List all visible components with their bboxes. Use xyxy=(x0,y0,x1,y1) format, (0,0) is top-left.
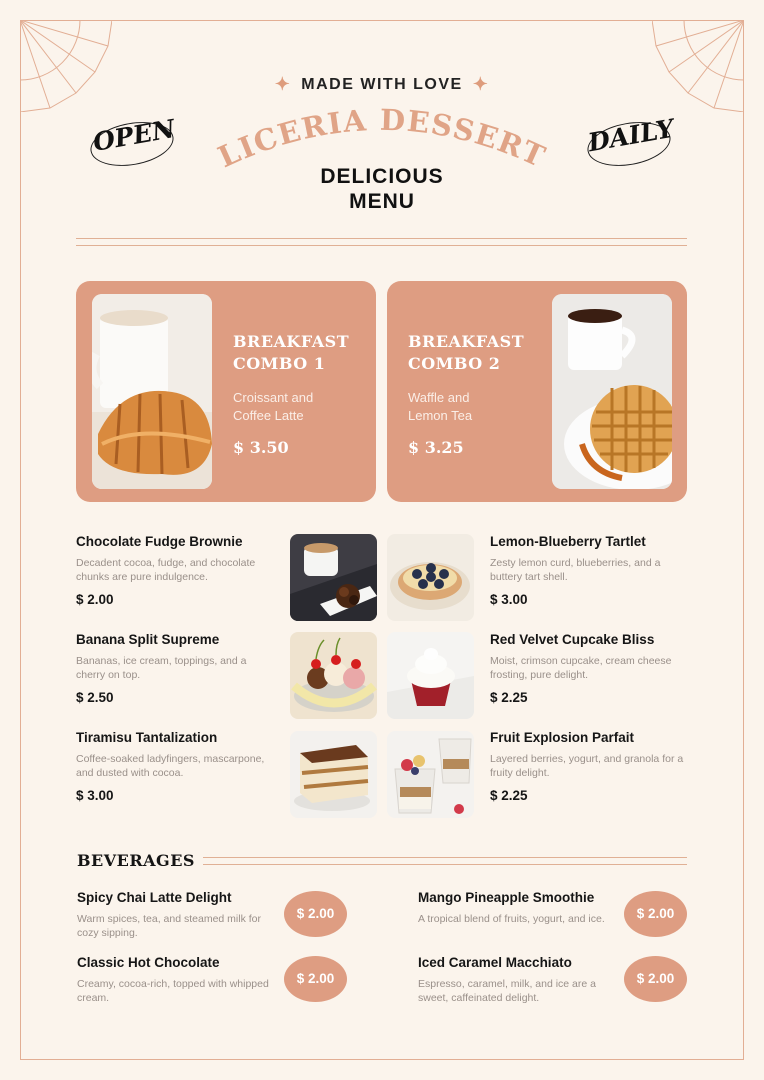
combo-title: BREAKFAST COMBO 2 xyxy=(408,332,525,373)
combo-description: Croissant and Coffee Latte xyxy=(233,390,314,423)
waffle-and-tea-photo xyxy=(552,294,672,489)
sparkle-right-icon: ✦ xyxy=(472,74,490,94)
menu-item: Chocolate Fudge Brownie Decadent cocoa, fudge, and chocolate chunks are pure indulgence. $ 2.00 xyxy=(76,534,256,607)
menu-item: Lemon-Blueberry Tartlet Zesty lemon curd, blueberries, and a buttery tart shell. $ 3.00 xyxy=(490,534,661,607)
menu-item: Fruit Explosion Parfait Layered berries, yogurt, and granola for a fruity delight. $ 2.25 xyxy=(490,730,684,803)
menu-item: Banana Split Supreme Bananas, ice cream, toppings, and a cherry on top. $ 2.50 xyxy=(76,632,247,705)
sparkle-left-icon: ✦ xyxy=(274,74,292,94)
combo-card-1 xyxy=(76,281,376,502)
divider xyxy=(203,857,687,858)
cupcake-photo xyxy=(387,632,474,719)
combo-description: Waffle and Lemon Tea xyxy=(408,390,473,423)
beverage-item: Iced Caramel Macchiato Espresso, caramel, milk, and ice are a sweet, caffeinated delight. xyxy=(418,955,596,1004)
menu-subtitle: DELICIOUS MENU xyxy=(320,165,444,213)
price-badge: $ 2.00 xyxy=(284,956,347,1002)
price-badge: $ 2.00 xyxy=(284,891,347,937)
beverage-item: Spicy Chai Latte Delight Warm spices, tea, and steamed milk for cozy sipping. xyxy=(77,890,262,939)
sunburst-corner-left-icon xyxy=(20,20,112,112)
divider xyxy=(76,245,687,246)
parfait-photo xyxy=(387,731,474,818)
combo-card-2 xyxy=(387,281,687,502)
beverages-heading: BEVERAGES xyxy=(77,851,195,870)
banana-split-photo xyxy=(290,632,377,719)
tartlet-photo xyxy=(387,534,474,621)
daily-stamp: DAILY xyxy=(585,113,677,171)
tiramisu-photo xyxy=(290,731,377,818)
divider xyxy=(76,238,687,239)
divider xyxy=(203,864,687,865)
combo-title: BREAKFAST COMBO 1 xyxy=(233,332,350,373)
menu-item: Tiramisu Tantalization Coffee-soaked ladyfingers, mascarpone, and dusted with cocoa. $ 3.00 xyxy=(76,730,265,803)
price-badge: $ 2.00 xyxy=(624,891,687,937)
svg-text:LICERIA DESSERT: LICERIA DESSERT xyxy=(212,102,552,175)
price-badge: $ 2.00 xyxy=(624,956,687,1002)
combo-price: $ 3.50 xyxy=(233,438,289,457)
tagline: ✦ MADE WITH LOVE ✦ xyxy=(274,74,490,94)
combo-price: $ 3.25 xyxy=(408,438,464,457)
menu-item: Red Velvet Cupcake Bliss Moist, crimson cupcake, cream cheese frosting, pure delight. $ 2.25 xyxy=(490,632,672,705)
beverage-item: Classic Hot Chocolate Creamy, cocoa-rich, topped with whipped cream. xyxy=(77,955,269,1004)
sunburst-corner-right-icon xyxy=(652,20,744,112)
beverage-item: Mango Pineapple Smoothie A tropical blend of fruits, yogurt, and ice. xyxy=(418,890,605,925)
croissant-and-latte-photo xyxy=(92,294,212,489)
brownie-photo xyxy=(290,534,377,621)
open-stamp: OPEN xyxy=(88,113,180,171)
